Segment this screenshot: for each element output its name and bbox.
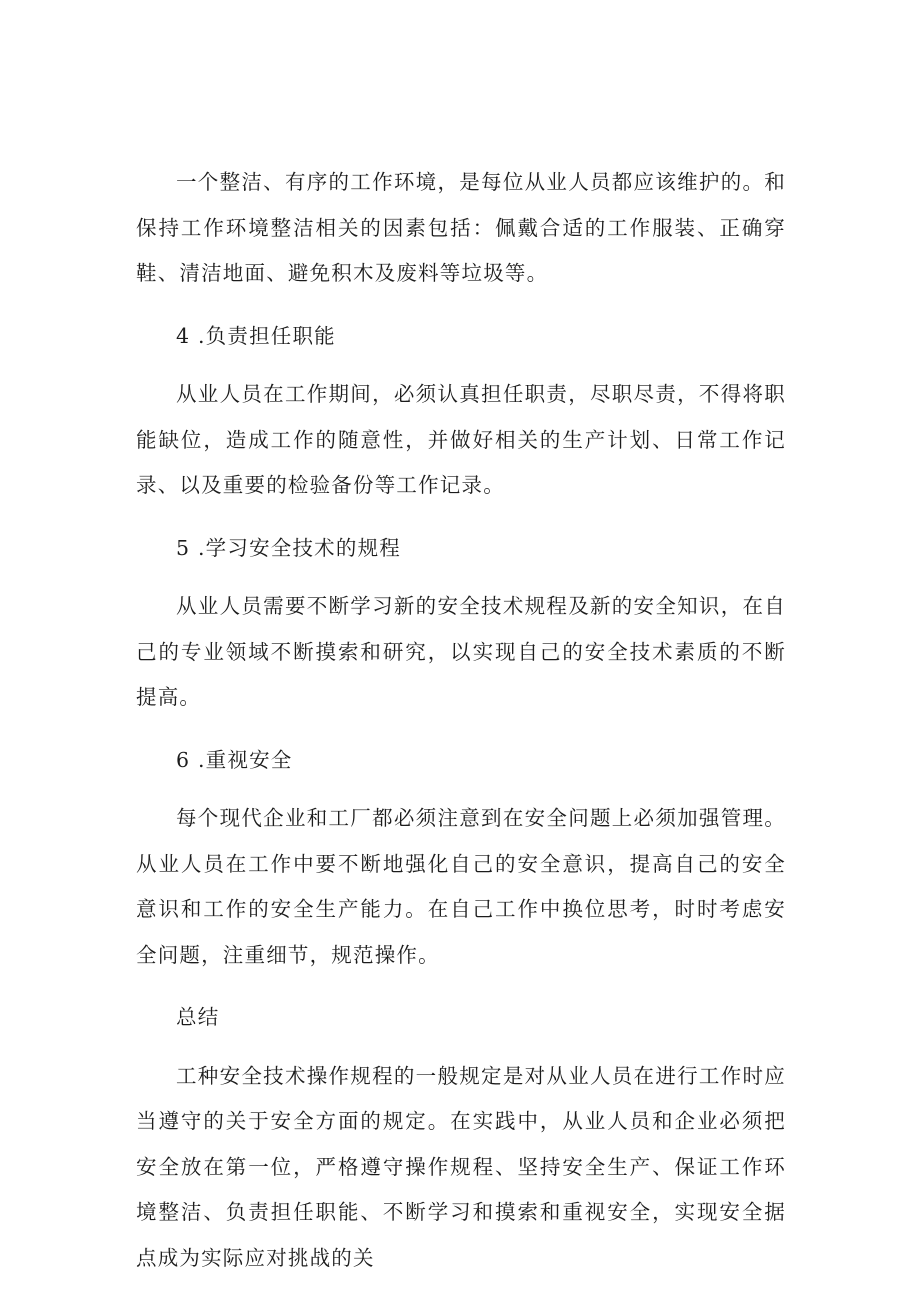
- spacer: [136, 509, 786, 526]
- section-heading-6: 6 .重视安全: [176, 747, 293, 772]
- section-heading-4: 4 .负责担任职能: [176, 323, 336, 348]
- spacer: [136, 359, 786, 372]
- paragraph-safety: 每个现代企业和工厂都必须注意到在安全问题上必须加强管理。从业人员在工作中要不断地强化自己的安全意识，提高自己的安全意识和工作的安全生产能力。在自己工作中换位思考，时时考虑安全问题，注重细节，规范操作。: [136, 806, 786, 967]
- spacer: [136, 721, 786, 738]
- spacer: [136, 571, 786, 584]
- spacer: [136, 297, 786, 314]
- section-heading-5: 5 .学习安全技术的规程: [176, 535, 401, 560]
- section-heading-summary: 总结: [176, 1005, 220, 1029]
- spacer: [136, 978, 786, 995]
- paragraph-learning: 从业人员需要不断学习新的安全技术规程及新的安全知识，在自己的专业领域不断摸索和研究，以实现自己的安全技术素质的不断提高。: [136, 594, 786, 709]
- paragraph-work-environment: 一个整洁、有序的工作环境，是每位从业人员都应该维护的。和保持工作环境整洁相关的因素包括：佩戴合适的工作服装、正确穿鞋、清洁地面、避免积木及废料等垃圾等。: [136, 170, 786, 285]
- paragraph-duties: 从业人员在工作期间，必须认真担任职责，尽职尽责，不得将职能缺位，造成工作的随意性，并做好相关的生产计划、日常工作记录、以及重要的检验备份等工作记录。: [136, 382, 786, 497]
- paragraph-summary: 工种安全技术操作规程的一般规定是对从业人员在进行工作时应当遵守的关于安全方面的规定。在实践中，从业人员和企业必须把安全放在第一位，严格遵守操作规程、坚持安全生产、保证工作环境整洁、负责担任职能、不断学习和摸索和重视安全，实现安全据点成为实际应对挑战的关: [136, 1063, 786, 1270]
- document-body: [136, 160, 786, 1281]
- spacer: [136, 1041, 786, 1054]
- spacer: [136, 783, 786, 796]
